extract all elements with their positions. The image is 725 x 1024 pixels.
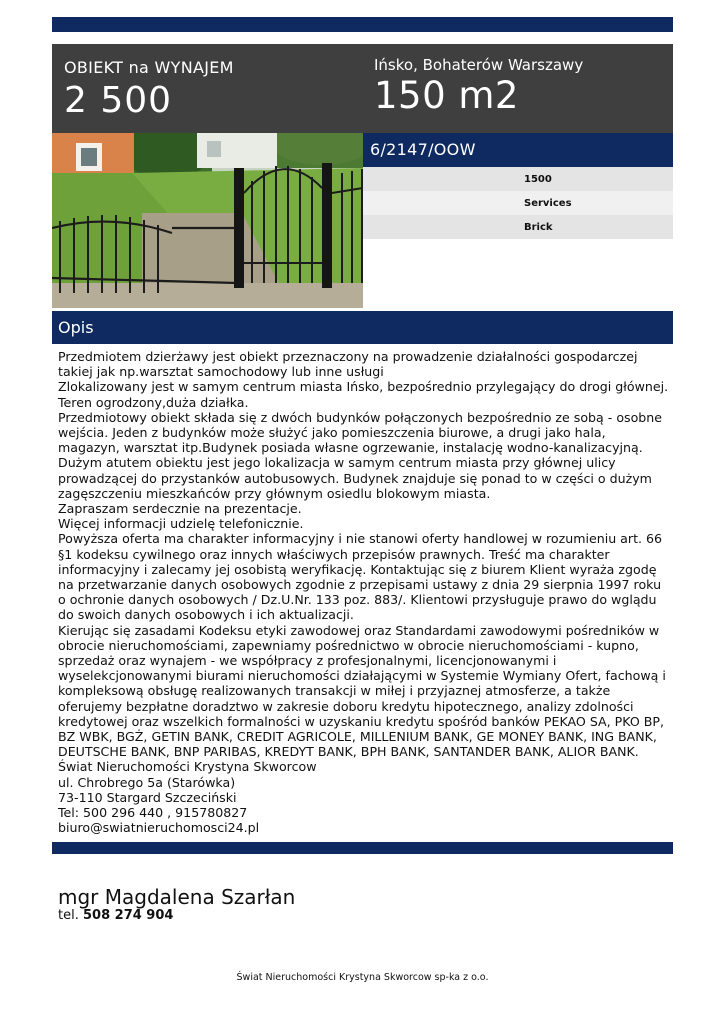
contact-email[interactable]: biuro@swiatnieruchomosci24.pl [58, 820, 260, 836]
detail-row [363, 191, 673, 215]
detail-row [363, 215, 673, 239]
description-paragraph: Kierując się zasadami Kodeksu etyki zawodowej oraz Standardami zawodowymi pośredników w obrocie nieruchomościami, zapewniamy pośrednictwo w obrocie nieruchomościami - kupno, sprzedaż oraz wynajem - we współpracy z profesjonalnymi, licencjonowanymi i wyselekcjonowanymi biurami nieruchomości działającymi w Systemie Wymiany Ofert, fachową i kompleksową obsługę realizowanych transakcji w miłej i przyjaznej atmosferze, a także oferujemy bezpłatne doradztwo w zakresie doboru kredytu hipotecznego, analizy zdolności kredytowej oraz wszelkich formalności w uzyskaniu kredytu spośród banków PEKAO SA, PKO BP, BZ WBK, BGŻ, GETIN BANK, CREDIT AGRICOLE, MILLENIUM BANK, GE MONEY BANK, ING BANK, DEUTSCHE BANK, BNP PARIBAS, KREDYT BANK, BPH BANK, SANTANDER BANK, ALIOR BANK. [58, 622, 666, 760]
description-paragraph: Dużym atutem obiektu jest jego lokalizacja w samym centrum miasta przy głównej ulicy prowadzącej do przystanków autobusowych. Budynek znajduje się ponad to w części o dużym zagęszczeniu mieszkańców przy głównym osiedlu blokowym miasta. [58, 455, 652, 501]
reference-number: 6/2147/OOW [370, 140, 476, 159]
detail-value: Brick [524, 222, 553, 233]
description-paragraph: Przedmiotem dzierżawy jest obiekt przeznaczony na prowadzenie działalności gospodarczej takiej jak np.warsztat samochodowy lub inne usługi [58, 349, 638, 380]
description-paragraph: 73-110 Stargard Szczeciński [58, 789, 237, 805]
description-paragraph: Tel: 500 296 440 , 915780827 [58, 805, 248, 821]
bottom-bar [52, 842, 673, 854]
detail-value: 1500 [524, 174, 552, 185]
description-paragraph: Teren ogrodzony,duża działka. [58, 394, 249, 410]
agent-phone-number[interactable]: 508 274 904 [82, 908, 174, 923]
top-bar [52, 17, 673, 32]
description-text [58, 349, 670, 836]
listing-type: OBIEKT na WYNAJEM [64, 58, 234, 77]
listing-price: 2 500 [64, 80, 173, 121]
description-paragraph: Powyższa oferta ma charakter informacyjny i nie stanowi oferty handlowej w rozumieniu art. 66 §1 kodeksu cywilnego oraz innych właściwych przepisów prawnych. Treść ma charakter informacyjny i zalecamy jej osobistą weryfikację. Kontaktując się z biurem Klient wyraża zgodę na przetwarzanie danych osobowych zgodnie z przepisami ustawy z dnia 29 sierpnia 1997 roku o ochronie danych osobowych / Dz.U.Nr. 133 poz. 883/. Klientowi przysługuje prawo do wglądu do swoich danych osobowych i ich aktualizacji. [58, 531, 663, 623]
description-paragraph: Przedmiotowy obiekt składa się z dwóch budynków połączonych bezpośrednio ze sobą - osobne wejścia. Jeden z budynków może służyć jako pomieszczenia biurowe, a drugi jako hala, magazyn, warsztat itp.Budynek posiada własne ogrzewanie, instalację wodno-kanalizacyjną. [58, 409, 663, 456]
detail-row [363, 167, 673, 191]
description-paragraph: ul. Chrobrego 5a (Starówka) [58, 774, 236, 790]
agent-name: mgr Magdalena Szarłan [58, 885, 296, 909]
property-photo [52, 133, 363, 308]
listing-header [52, 44, 673, 133]
agent-phone-label: tel. [58, 908, 79, 923]
description-header [52, 311, 673, 344]
detail-value: Services [524, 198, 572, 209]
description-paragraph: Zapraszam serdecznie na prezentacje. [58, 501, 302, 517]
section-title: Opis [58, 318, 94, 337]
listing-location: Ińsko, Bohaterów Warszawy [374, 56, 584, 74]
description-paragraph: Zlokalizowany jest w samym centrum miasta Ińsko, bezpośrednio przylegający do drogi głównej. [58, 379, 669, 395]
footer-company: Świat Nieruchomości Krystyna Skworcow sp-ka z o.o. [236, 972, 489, 983]
agent-phone [58, 908, 173, 923]
details-table [363, 167, 673, 239]
description-paragraph: Świat Nieruchomości Krystyna Skworcow [58, 759, 317, 775]
listing-area: 150 m2 [374, 74, 519, 117]
reference-bar [363, 133, 673, 167]
description-paragraph: Więcej informacji udzielę telefonicznie. [58, 516, 304, 532]
